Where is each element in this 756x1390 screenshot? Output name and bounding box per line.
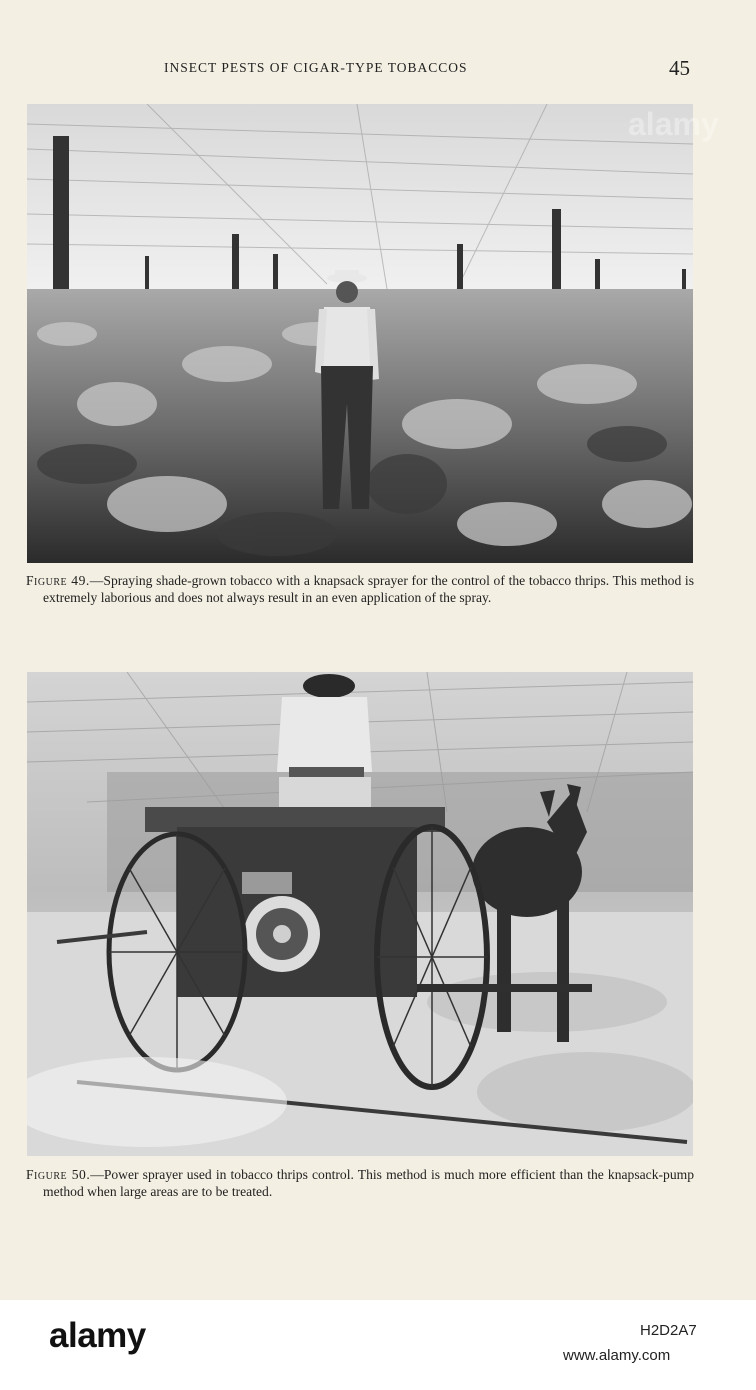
- running-head: [0, 58, 720, 80]
- stock-footer-bar: [0, 1300, 756, 1390]
- figure-49-photo: [27, 104, 693, 563]
- site-url: www.alamy.com: [563, 1347, 671, 1364]
- image-code: H2D2A7: [640, 1322, 697, 1339]
- page-number: 45: [669, 56, 690, 80]
- figure-49-caption-text: —Spraying shade-grown tobacco with a knapsack sprayer for the control of the tobacco thrips. This method is extremely laborious and does not always result in an even application of the spray.: [43, 573, 694, 605]
- figure-50-caption: [26, 1167, 694, 1200]
- figure-50-photo: [27, 672, 693, 1156]
- figure-50-caption-text: —Power sprayer used in tobacco thrips control. This method is much more efficient than the knapsack-pump method when large areas are to be treated.: [43, 1167, 694, 1199]
- watermark-logo: alamy: [628, 106, 719, 142]
- alamy-logo: alamy: [49, 1316, 146, 1355]
- figure-50-label: Figure 50.: [26, 1167, 91, 1182]
- running-head-title: INSECT PESTS OF CIGAR-TYPE TOBACCOS: [164, 60, 468, 75]
- figure-49-label: Figure 49.: [26, 573, 90, 588]
- figure-49-caption: [26, 573, 694, 606]
